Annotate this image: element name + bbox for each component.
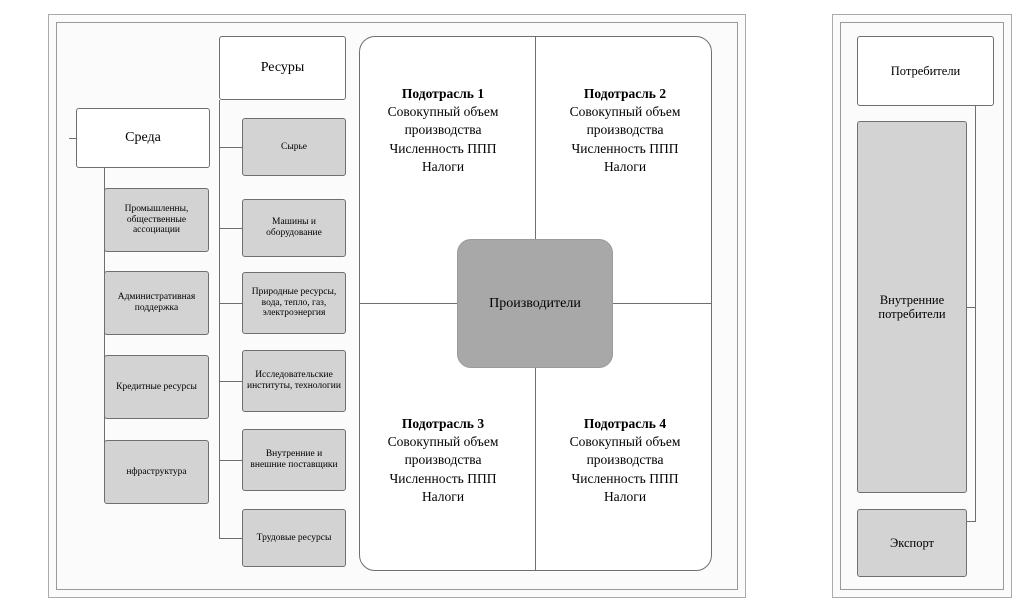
connector-consumers-to-export: [966, 521, 976, 522]
box-environment-child-2[interactable]: [104, 355, 209, 419]
quadrant-4-line-0: Совокупный объем производства: [569, 434, 681, 468]
box-environment-child-1-label: Административная поддержка: [117, 292, 196, 313]
box-resources-child-1-label: Машины и оборудование: [266, 217, 322, 238]
box-environment-label: Среда: [125, 129, 161, 145]
box-resources[interactable]: [219, 36, 346, 100]
box-resources-child-1[interactable]: [242, 199, 346, 257]
quadrant-4[interactable]: [540, 415, 710, 506]
connector-consumers-trunk: [975, 106, 976, 521]
box-environment-child-3[interactable]: [104, 440, 209, 504]
box-consumers-label: Потребители: [890, 63, 961, 78]
connector-resources-branch-0: [219, 147, 243, 148]
connector-resources-branch-2: [219, 303, 243, 304]
quadrant-2[interactable]: [540, 85, 710, 176]
box-resources-child-4[interactable]: [242, 429, 346, 491]
box-internal-consumers-label: Внутренние потребители: [878, 292, 946, 321]
box-producers[interactable]: [457, 239, 613, 368]
box-environment-child-0-label: Промышленны, общественные ассоциации: [124, 203, 189, 236]
box-consumers[interactable]: [857, 36, 994, 106]
box-resources-child-0-label: Сырье: [280, 141, 308, 152]
box-producers-label: Производители: [489, 295, 581, 311]
quadrant-3-line-1: Численность ППП: [389, 470, 497, 486]
box-resources-child-5-label: Трудовые ресурсы: [256, 532, 332, 543]
box-resources-child-2-label: Природные ресурсы, вода, тепло, газ, электроэнергия: [251, 286, 337, 319]
quadrant-3[interactable]: [358, 415, 528, 506]
quadrant-3-line-0: Совокупный объем производства: [387, 434, 499, 468]
box-environment-child-3-label: нфраструктура: [126, 466, 187, 477]
quadrant-3-title: Подотрасль 3: [401, 416, 485, 431]
box-environment-child-0[interactable]: [104, 188, 209, 252]
quadrant-1[interactable]: [358, 85, 528, 176]
quadrant-1-line-0: Совокупный объем производства: [387, 104, 499, 138]
box-resources-child-4-label: Внутренние и внешние поставщики: [250, 449, 338, 470]
quadrant-1-line-2: Налоги: [421, 158, 465, 174]
box-resources-child-3[interactable]: [242, 350, 346, 412]
quadrant-1-line-1: Численность ППП: [389, 140, 497, 156]
box-resources-child-2[interactable]: [242, 272, 346, 334]
box-export-label: Экспорт: [889, 535, 935, 550]
box-environment-child-2-label: Кредитные ресурсы: [116, 381, 197, 392]
connector-resources-branch-3: [219, 381, 243, 382]
box-environment-child-1[interactable]: [104, 271, 209, 335]
box-resources-child-3-label: Исследовательские институты, технологии: [247, 370, 341, 391]
quadrant-2-title: Подотрасль 2: [583, 86, 667, 101]
quadrant-2-line-0: Совокупный объем производства: [569, 104, 681, 138]
connector-consumers-to-internal: [966, 307, 976, 308]
box-internal-consumers[interactable]: [857, 121, 967, 493]
quadrant-4-line-1: Численность ППП: [571, 470, 679, 486]
quadrant-4-line-2: Налоги: [603, 488, 647, 504]
quadrant-2-line-1: Численность ППП: [571, 140, 679, 156]
box-resources-child-0[interactable]: [242, 118, 346, 176]
connector-resources-branch-5: [219, 538, 243, 539]
connector-resources-branch-4: [219, 460, 243, 461]
box-environment[interactable]: [76, 108, 210, 168]
box-resources-label: Ресуры: [260, 59, 305, 75]
quadrant-2-line-2: Налоги: [603, 158, 647, 174]
box-export[interactable]: [857, 509, 967, 577]
box-resources-child-5[interactable]: [242, 509, 346, 567]
connector-resources-trunk: [219, 100, 220, 538]
quadrant-4-title: Подотрасль 4: [583, 416, 667, 431]
quadrant-3-line-2: Налоги: [421, 488, 465, 504]
quadrant-1-title: Подотрасль 1: [401, 86, 485, 101]
connector-resources-branch-1: [219, 228, 243, 229]
